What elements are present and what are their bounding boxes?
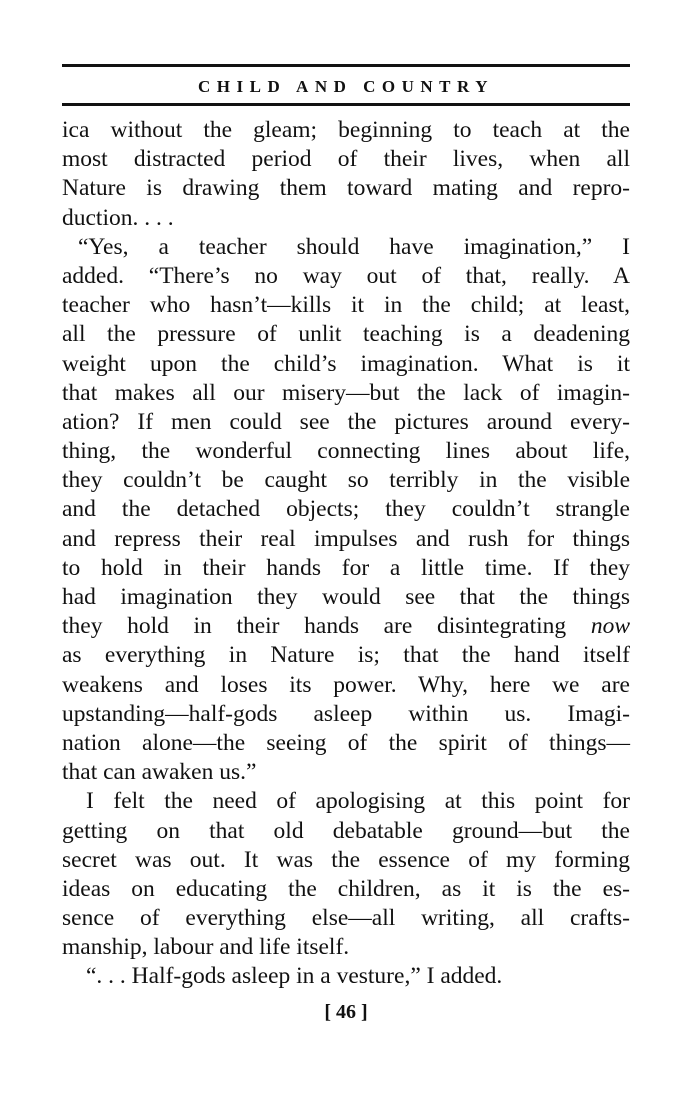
header-rule-bottom xyxy=(62,103,630,106)
text-line: weakens and loses its power. Why, here we are xyxy=(62,671,630,698)
text-line: manship, labour and life itself. xyxy=(62,934,350,961)
text-line: ideas on educating the children, as it is the es- xyxy=(62,875,630,902)
text-line: to hold in their hands for a little time. If they xyxy=(62,554,630,581)
text-line: ation? If men could see the pictures around every- xyxy=(62,408,630,435)
text-line: “Yes, a teacher should have imagination,” I xyxy=(78,233,630,260)
italic-word: now xyxy=(590,613,630,640)
page-number: [ 46 ] xyxy=(324,1001,368,1023)
text-line: and repress their real impulses and rush for things xyxy=(62,525,630,552)
text-line: teacher who hasn’t—kills it in the child; at least, xyxy=(62,292,630,319)
text-line: I felt the need of apologising at this point for xyxy=(86,788,630,815)
text-line: “. . . Half-gods asleep in a vesture,” I added. xyxy=(86,963,503,990)
text-line: Nature is drawing them toward mating and repro- xyxy=(62,175,630,202)
text-line: sence of everything else—all writing, all crafts- xyxy=(62,905,630,932)
text-line: weight upon the child’s imagination. What is it xyxy=(62,350,630,377)
text-line: ica without the gleam; beginning to teach at the xyxy=(62,117,630,143)
text-line: added. “There’s no way out of that, really. A xyxy=(62,262,630,289)
text-span: they hold in their hands are disintegrating xyxy=(62,613,591,640)
text-line xyxy=(62,612,630,641)
text-line: duction. . . . xyxy=(62,204,174,231)
text-line: that makes all our misery—but the lack of imagin- xyxy=(62,379,630,406)
text-line: getting on that old debatable ground—but the xyxy=(62,817,630,844)
body-text xyxy=(62,116,630,992)
text-line: thing, the wonderful connecting lines about life, xyxy=(62,438,630,465)
running-head: CHILD AND COUNTRY xyxy=(198,77,494,96)
text-line: all the pressure of unlit teaching is a deadening xyxy=(62,321,630,348)
text-line: and the detached objects; they couldn’t strangle xyxy=(62,496,630,523)
text-line: had imagination they would see that the things xyxy=(62,584,630,610)
text-line: as everything in Nature is; that the hand itself xyxy=(62,642,630,669)
text-line: upstanding—half-gods asleep within us. Imagi- xyxy=(62,700,630,727)
text-line: secret was out. It was the essence of my forming xyxy=(62,846,630,873)
text-line: that can awaken us.” xyxy=(62,759,257,786)
header-rule-top xyxy=(62,64,630,67)
text-line: they couldn’t be caught so terribly in the visible xyxy=(62,467,630,494)
text-line: most distracted period of their lives, when all xyxy=(62,146,630,173)
text-line: nation alone—the seeing of the spirit of things— xyxy=(62,729,630,756)
